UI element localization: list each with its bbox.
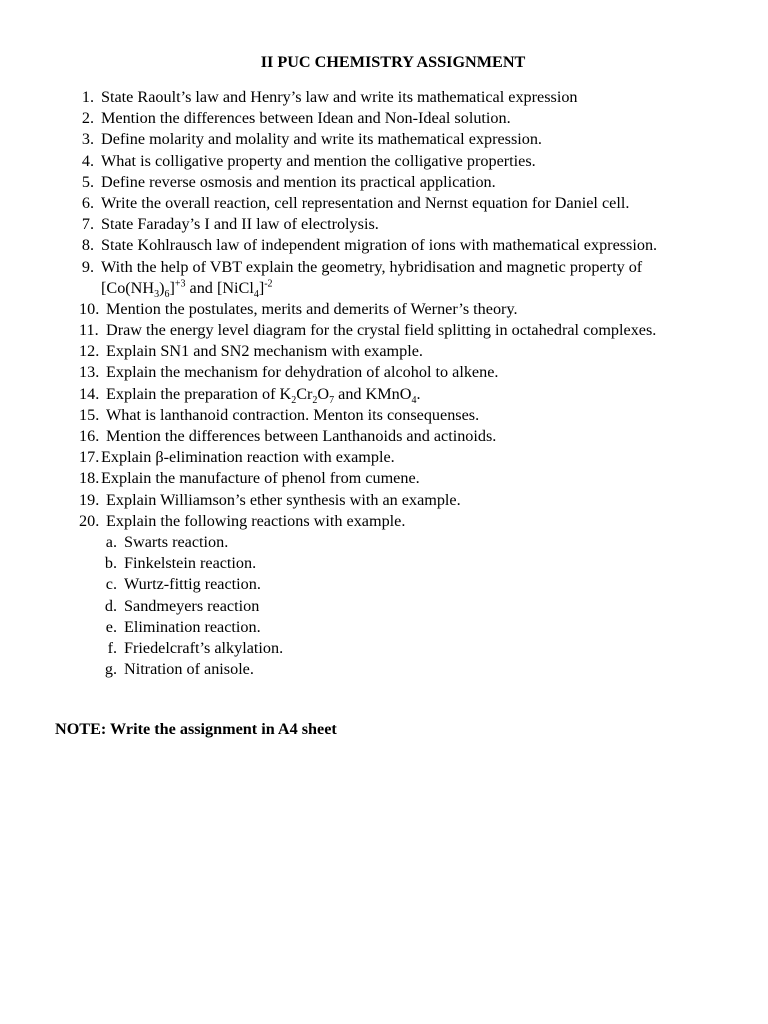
sub-item-text: Wurtz-fittig reaction. [124, 575, 261, 594]
formula-subscript: 4 [253, 288, 259, 300]
sub-item-letter: b. [104, 554, 117, 573]
list-item [0, 129, 768, 150]
formula-subscript: 3 [154, 288, 160, 300]
item-text: With the help of VBT explain the geometry, hybridisation and magnetic property of [101, 257, 643, 276]
sub-list-item [0, 659, 768, 680]
item-number: 5. [81, 172, 94, 191]
item-number: 11. [79, 321, 99, 340]
list-item [0, 490, 768, 511]
formula-part: ] [169, 278, 175, 297]
item-number: 19. [79, 490, 100, 509]
question-list [0, 87, 768, 680]
item-text: Define molarity and molality and write its mathematical expression. [101, 130, 542, 149]
formula-part: . [416, 384, 421, 403]
item-text: Mention the differences between Lanthanoids and actinoids. [106, 427, 497, 445]
item-text: What is lanthanoid contraction. Menton its consequenses. [106, 405, 480, 424]
list-item [0, 214, 768, 235]
note-text: NOTE: Write the assignment in A4 sheet [55, 720, 337, 738]
sub-item-letter: g. [104, 660, 117, 679]
formula-part: Explain the preparation of K [106, 384, 292, 403]
list-item [0, 341, 768, 362]
formula-part: and [NiCl [185, 278, 254, 297]
item-text: Explain the following reactions with example. [106, 511, 406, 530]
list-item [0, 235, 768, 256]
item-number: 1. [81, 88, 94, 106]
formula-subscript: 2 [312, 394, 318, 406]
item-text: Explain the manufacture of phenol from cumene. [101, 469, 420, 488]
formula-subscript: 7 [329, 394, 335, 406]
item-number: 2. [81, 109, 94, 128]
item-number: 10. [79, 299, 100, 318]
item-number: 13. [79, 363, 100, 382]
formula-superscript: -2 [264, 278, 273, 290]
list-item [0, 468, 768, 489]
list-item [0, 384, 768, 405]
formula-part: [Co(NH [101, 278, 155, 297]
item-text: Explain Williamson’s ether synthesis with an example. [106, 490, 461, 509]
formula-part: and KMnO [334, 384, 412, 403]
item-text: State Kohlrausch law of independent migration of ions with mathematical expression. [101, 236, 658, 255]
formula-part: ) [159, 278, 165, 297]
list-item [0, 87, 768, 108]
item-number: 3. [81, 130, 94, 149]
item-number: 12. [79, 342, 100, 361]
page-title: II PUC CHEMISTRY ASSIGNMENT [260, 53, 526, 71]
item-number: 14. [79, 384, 100, 403]
sub-item-text: Swarts reaction. [124, 532, 229, 551]
sub-item-letter: c. [105, 575, 117, 594]
sub-list-item [0, 617, 768, 638]
item-text: Explain β-elimination reaction with example. [101, 448, 395, 467]
formula-part: ] [258, 278, 265, 297]
formula-subscript: 4 [411, 394, 417, 406]
item-text [106, 384, 420, 405]
item-text: State Faraday’s I and II law of electrolysis. [101, 215, 379, 234]
sub-item-letter: e. [105, 617, 117, 636]
item-number: 16. [79, 427, 100, 445]
formula-part: Cr [296, 384, 313, 403]
item-text: Write the overall reaction, cell representation and Nernst equation for Daniel cell. [101, 193, 630, 212]
list-item [0, 108, 768, 129]
sub-list-item [0, 553, 768, 574]
sub-list-item [0, 596, 768, 617]
list-item [0, 447, 768, 468]
item-number: 17. [79, 448, 100, 467]
item-number: 20. [79, 511, 100, 530]
sub-item-letter: f. [107, 638, 117, 657]
sub-item-letter: d. [104, 596, 117, 615]
sub-item-letter: a. [105, 532, 117, 551]
item-text: Draw the energy level diagram for the crystal field splitting in octahedral complexes. [106, 321, 657, 340]
list-item [0, 299, 768, 320]
sub-list-item [0, 532, 768, 553]
list-item [0, 193, 768, 214]
sub-item-text: Nitration of anisole. [124, 660, 254, 679]
item-number: 9. [81, 257, 94, 276]
item-text: Define reverse osmosis and mention its practical application. [101, 172, 496, 191]
formula-superscript: +3 [174, 278, 186, 290]
item-number: 8. [81, 236, 94, 255]
list-item [0, 362, 768, 383]
item-text: What is colligative property and mention the colligative properties. [101, 151, 536, 170]
list-item [0, 151, 768, 172]
formula-subscript: 6 [164, 288, 170, 300]
item-number: 4. [81, 151, 94, 170]
item-text: Mention the differences between Idean and Non-Ideal solution. [101, 109, 511, 128]
item-number: 7. [81, 215, 94, 234]
item-text: Explain the mechanism for dehydration of alcohol to alkene. [106, 363, 499, 382]
item-text: State Raoult’s law and Henry’s law and write its mathematical expression [101, 88, 578, 106]
sub-item-text: Elimination reaction. [124, 617, 261, 636]
list-item [0, 257, 768, 278]
sub-item-text: Friedelcraft’s alkylation. [124, 638, 284, 657]
list-item [0, 405, 768, 426]
formula-subscript: 2 [291, 394, 297, 406]
item-text: Mention the postulates, merits and demerits of Werner’s theory. [106, 299, 518, 318]
sub-list-item [0, 574, 768, 595]
formula-part: O [317, 384, 330, 403]
list-item-continuation [0, 278, 768, 299]
list-item [0, 320, 768, 341]
sub-item-text: Sandmeyers reaction [124, 596, 260, 615]
list-item [0, 172, 768, 193]
item-number: 15. [79, 405, 100, 424]
sub-list-item [0, 638, 768, 659]
list-item [0, 426, 768, 447]
item-number: 6. [81, 193, 94, 212]
item-text: Explain SN1 and SN2 mechanism with example. [106, 342, 423, 361]
item-number: 18. [79, 469, 100, 488]
sub-item-text: Finkelstein reaction. [124, 554, 257, 573]
list-item [0, 511, 768, 532]
